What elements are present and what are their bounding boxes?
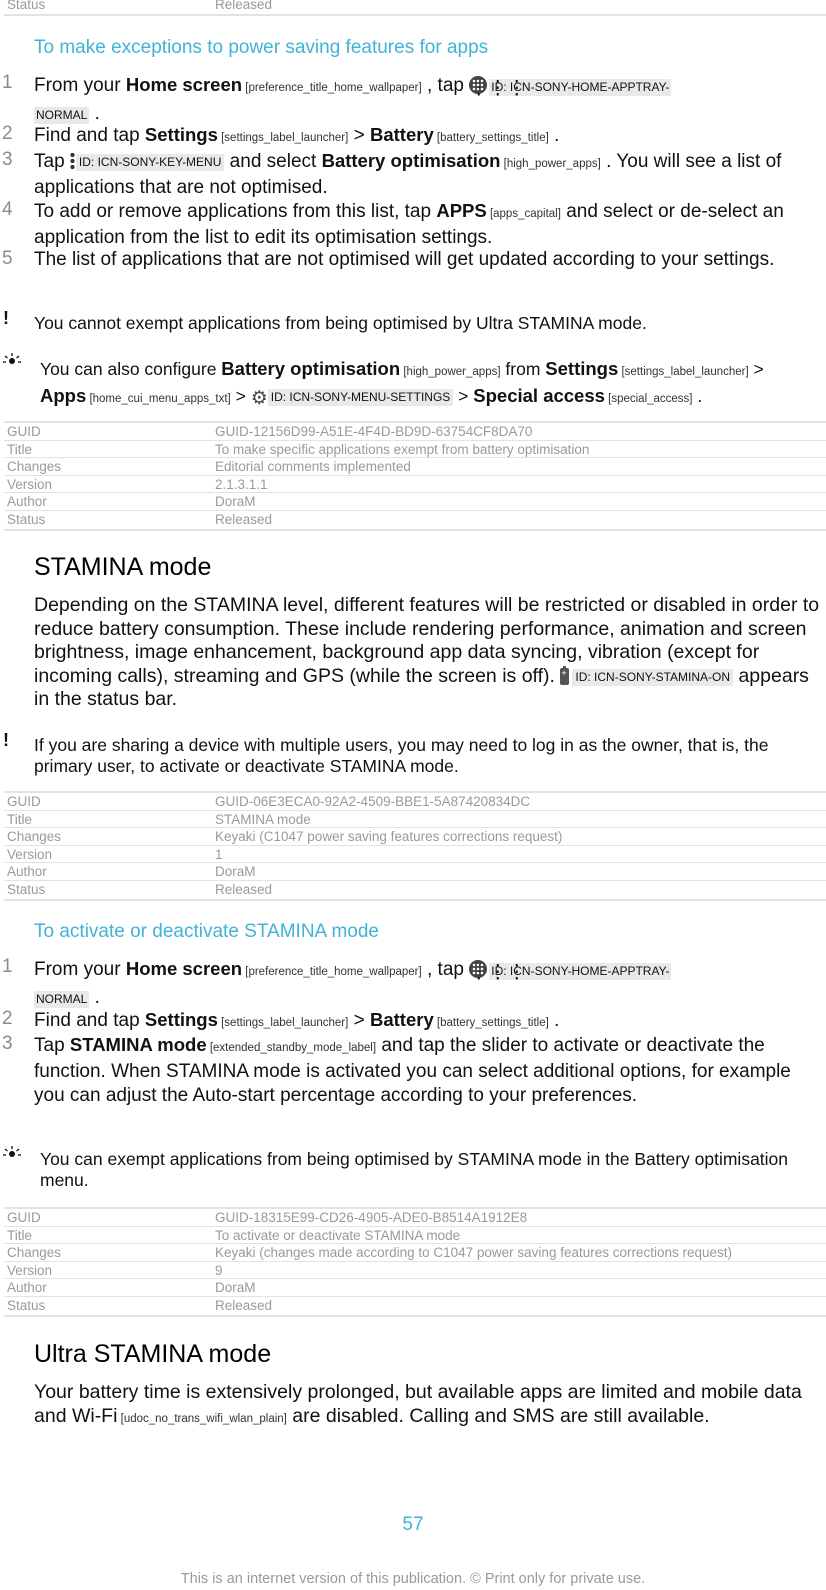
- step-2: Find and tap Settings [settings_label_launcher] > Battery [battery_settings_title] .: [34, 124, 560, 146]
- table-row: Changes Keyaki (changes made according to C1047 power saving features corrections request): [4, 1244, 826, 1262]
- exclamation-icon: !: [3, 730, 9, 750]
- step-5: The list of applications that are not optimised will get updated according to your settings.: [34, 249, 775, 270]
- stamina-battery-icon: [560, 668, 569, 685]
- table-row: Author DoraM: [4, 1279, 826, 1297]
- ultra-stamina-heading: Ultra STAMINA mode: [34, 1340, 272, 1368]
- top-metadata-table: [4, 0, 826, 16]
- app-tray-icon: [469, 76, 487, 94]
- table-row: Status Released: [7, 881, 273, 897]
- lightbulb-icon: [3, 352, 21, 366]
- lightbulb-icon: [3, 1145, 21, 1159]
- note-multiple-users: If you are sharing a device with multiple users, you may need to log in as the owner, that is, the primary user, to activate or deactivate STAMINA mode.: [34, 735, 769, 776]
- step-1: From your Home screen [preference_title_home_wallpaper] , tap ⋮⋮⋮ID: ICN-SONY-HOME-APPTRAY- NORMAL .: [34, 72, 794, 127]
- table-row: Changes Editorial comments implemented: [4, 458, 826, 476]
- stamina-heading: STAMINA mode: [34, 553, 212, 581]
- home-screen-label: Home screen: [125, 74, 243, 95]
- page-number: 57: [402, 1514, 424, 1535]
- table-row: Version 2.1.3.1.1: [4, 476, 826, 494]
- note-ultra-stamina: You cannot exempt applications from being optimised by Ultra STAMINA mode.: [34, 313, 647, 333]
- table-row: Version 1: [4, 846, 826, 864]
- stamina-paragraph: Depending on the STAMINA level, different features will be restricted or disabled in order to reduce battery consumption. These include rendering performance, animation and screen brightness, image enhancement, background app data syncing, vibration (except for incoming calls), streaming and GPS (while the screen is off). +ID: ICN-SONY-STAMINA-ON appears in the status bar.: [34, 594, 826, 712]
- step-number: 5: [2, 248, 13, 269]
- metadata-table-2: [4, 791, 826, 901]
- apps-label: APPS: [436, 200, 487, 221]
- table-row: GUID GUID-18315E99-CD26-4905-ADE0-B8514A1912E8: [4, 1209, 826, 1227]
- battery-optimisation-label: Battery optimisation: [321, 150, 501, 171]
- table-row: Version 9: [4, 1262, 826, 1280]
- step-number: 4: [2, 199, 13, 220]
- step-3: Tap ID: ICN-SONY-KEY-MENU and select Battery optimisation [high_power_apps] . You will see a list of applications that are not optimised.: [34, 150, 782, 198]
- step-number: 3: [2, 1033, 13, 1054]
- step-number: 1: [2, 72, 13, 93]
- table-row: Status Released: [7, 0, 273, 12]
- table-row: Title To activate or deactivate STAMINA mode: [4, 1227, 826, 1245]
- metadata-table-3: [4, 1207, 826, 1317]
- exclamation-icon: !: [3, 308, 9, 328]
- step-1: From your Home screen [preference_title_home_wallpaper] , tap ⋮⋮⋮ID: ICN-SONY-HOME-APPTRAY- NORMAL .: [34, 956, 794, 1011]
- step-number: 2: [2, 1008, 13, 1029]
- battery-label: Battery: [369, 124, 434, 145]
- table-row: Author DoraM: [4, 863, 826, 881]
- ultra-stamina-paragraph: Your battery time is extensively prolonged, but available apps are limited and mobile data and Wi-Fi [udoc_no_trans_wifi_wlan_plain] are disabled. Calling and SMS are still available.: [34, 1381, 802, 1427]
- footer-notice: This is an internet version of this publication. © Print only for private use.: [180, 1571, 646, 1587]
- table-row: Changes Keyaki (C1047 power saving features corrections request): [4, 828, 826, 846]
- step-2: Find and tap Settings [settings_label_launcher] > Battery [battery_settings_title] .: [34, 1009, 560, 1031]
- step-number: 1: [2, 956, 13, 977]
- step-3: Tap STAMINA mode [extended_standby_mode_label] and tap the slider to activate or deactivate the function. When STAMINA mode is activated you can select additional options, for example you can adjust the Auto-start percentage according to your preferences.: [34, 1034, 791, 1106]
- step-number: 3: [2, 149, 13, 170]
- step-4: To add or remove applications from this list, tap APPS [apps_capital] and select or de-select an application from the list to edit its optimisation settings.: [34, 200, 784, 248]
- table-row: GUID GUID-06E3ECA0-92A2-4509-BBE1-5A87420834DC: [4, 793, 826, 811]
- menu-kebab-icon: [70, 152, 75, 170]
- table-row: GUID GUID-12156D99-A51E-4F4D-BD9D-63754CF8DA70: [4, 423, 826, 441]
- table-row: Status Released: [7, 511, 273, 527]
- table-row: Status Released: [7, 1297, 273, 1313]
- table-row: Title STAMINA mode: [4, 811, 826, 829]
- app-tray-icon: [469, 960, 487, 978]
- table-row: Title To make specific applications exempt from battery optimisation: [4, 441, 826, 459]
- step-number: 2: [2, 123, 13, 144]
- settings-label: Settings: [144, 124, 218, 145]
- metadata-table-1: [4, 421, 826, 531]
- tip-stamina-exempt: You can exempt applications from being optimised by STAMINA mode in the Battery optimisation menu.: [40, 1149, 789, 1190]
- section-heading-exceptions: To make exceptions to power saving features for apps: [34, 37, 489, 58]
- tip-battery-optimisation: You can also configure Battery optimisation [high_power_apps] from Settings [settings_label_launcher] > Apps [home_cui_menu_apps_txt] > ⚙ ID: ICN-SONY-MENU-SETTINGS > Special access [special_access] .: [40, 358, 764, 409]
- table-row: Author DoraM: [4, 493, 826, 511]
- gear-icon: ⚙: [250, 388, 268, 409]
- section-heading-activate: To activate or deactivate STAMINA mode: [34, 921, 379, 942]
